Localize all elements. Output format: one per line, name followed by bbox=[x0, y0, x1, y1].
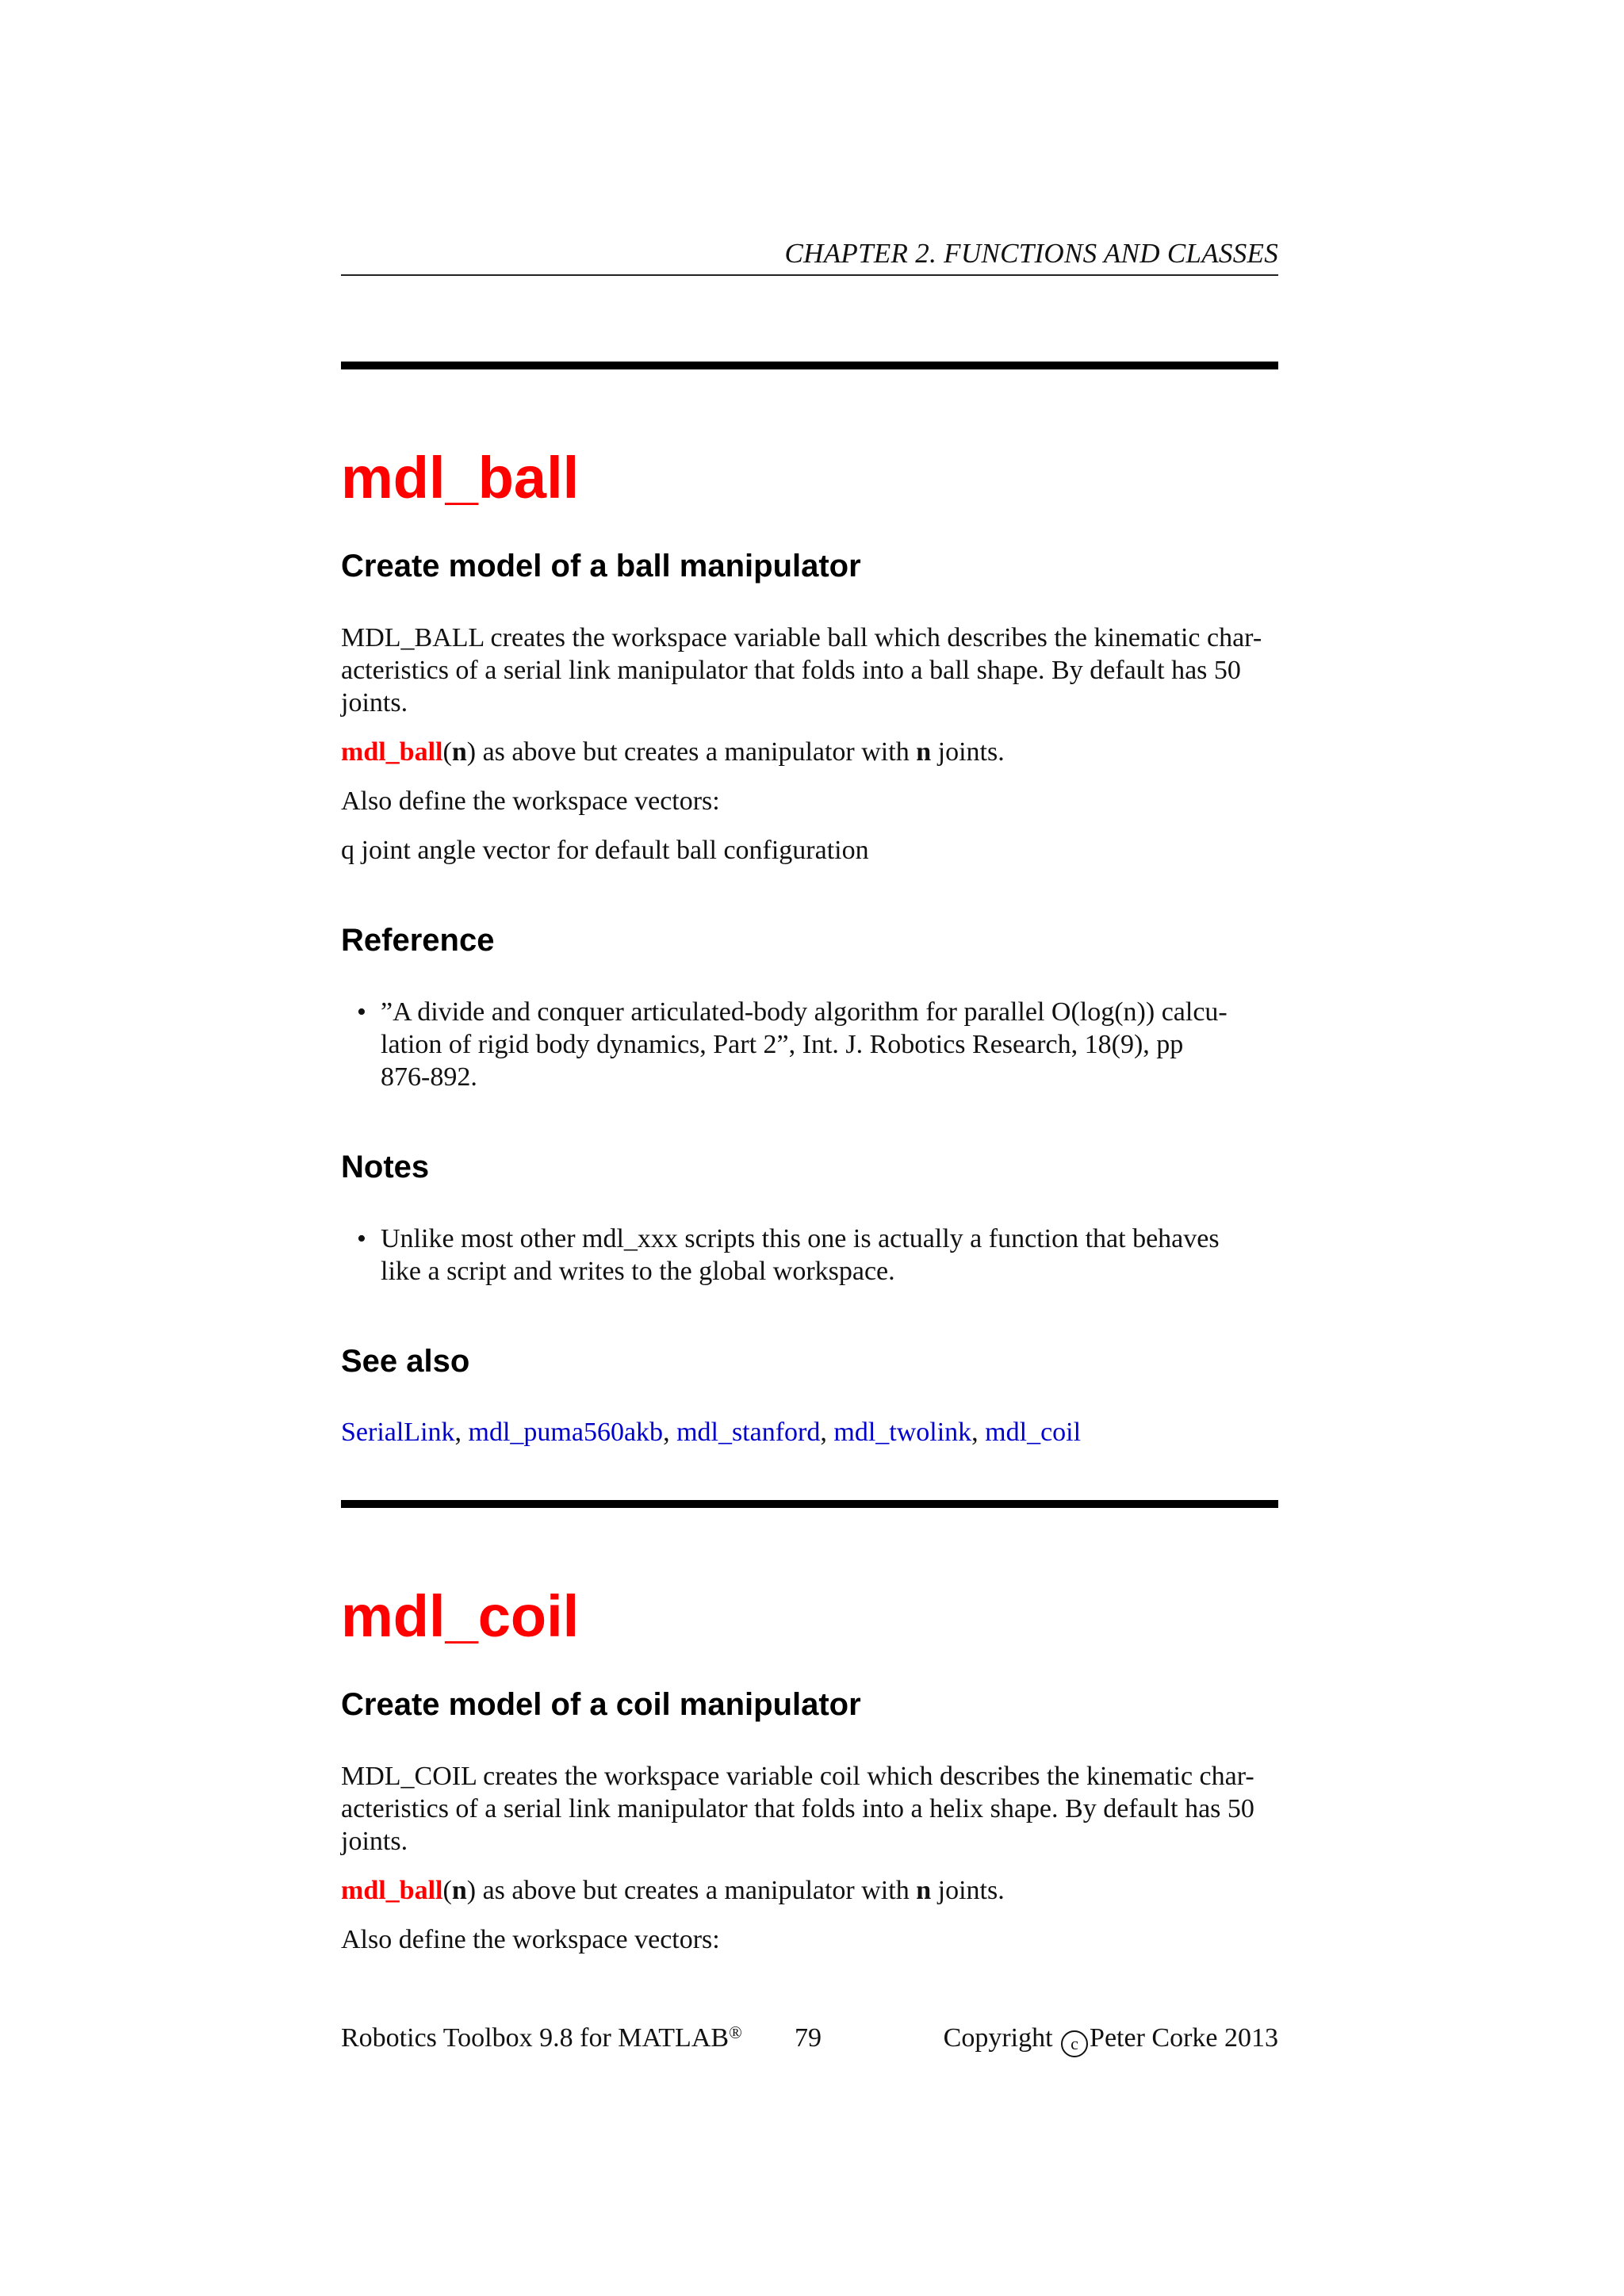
paren: ( bbox=[442, 1876, 452, 1905]
note-line: Unlike most other mdl_xxx scripts this one is actually a function that behaves bbox=[381, 1224, 1220, 1253]
reference-line: 876-892. bbox=[381, 1062, 477, 1092]
workspace-vectors-intro: Also define the workspace vectors: bbox=[341, 1925, 720, 1954]
workspace-vectors-intro: Also define the workspace vectors: bbox=[341, 786, 720, 816]
link-mdl-twolink[interactable]: mdl_twolink bbox=[833, 1418, 972, 1447]
usage-text: as above but creates a manipulator with bbox=[476, 1876, 917, 1905]
title-separator: _ bbox=[445, 445, 478, 511]
reference-line: lation of rigid body dynamics, Part 2”, Int. J. Robotics Research, 18(9), pp bbox=[381, 1030, 1184, 1059]
title-part: ball bbox=[477, 445, 580, 511]
function-title-mdl-coil bbox=[341, 1583, 580, 1649]
function-name: mdl_ball bbox=[341, 737, 443, 767]
paren: ) bbox=[466, 737, 477, 767]
see-also-heading: See also bbox=[341, 1344, 470, 1379]
running-header: CHAPTER 2. FUNCTIONS AND CLASSES bbox=[784, 238, 1278, 269]
description-line: joints. bbox=[341, 1827, 408, 1856]
argument: n bbox=[916, 1876, 932, 1905]
argument: n bbox=[451, 737, 467, 767]
function-subtitle: Create model of a ball manipulator bbox=[341, 549, 861, 584]
notes-heading: Notes bbox=[341, 1150, 430, 1184]
note-line: like a script and writes to the global workspace. bbox=[381, 1257, 895, 1286]
title-part: mdl bbox=[341, 445, 446, 511]
function-subtitle: Create model of a coil manipulator bbox=[341, 1687, 861, 1722]
section-divider bbox=[341, 1500, 1278, 1508]
usage-line bbox=[341, 1874, 1278, 1907]
note-item bbox=[357, 1223, 1278, 1288]
usage-text: joints. bbox=[931, 1876, 1005, 1905]
copyright-text: Copyright bbox=[943, 2023, 1060, 2053]
description-line: MDL_BALL creates the workspace variable ball which describes the kinematic char- bbox=[341, 623, 1262, 652]
workspace-vector-item: q joint angle vector for default ball configuration bbox=[341, 836, 869, 865]
see-also-links: SerialLink, mdl_puma560akb, mdl_stanford, mdl_twolink, mdl_coil bbox=[341, 1418, 1082, 1447]
description-line: acteristics of a serial link manipulator that folds into a ball shape. By default has 50 bbox=[341, 656, 1241, 685]
title-part: mdl bbox=[341, 1583, 446, 1649]
usage-text: joints. bbox=[931, 737, 1005, 767]
section-divider bbox=[341, 362, 1278, 369]
footer-copyright bbox=[944, 2023, 1278, 2057]
reference-line: ”A divide and conquer articulated-body algorithm for parallel O(log(n)) calcu- bbox=[381, 997, 1228, 1027]
usage-text: as above but creates a manipulator with bbox=[476, 737, 917, 767]
copyright-icon: c bbox=[1061, 2030, 1088, 2057]
reference-heading: Reference bbox=[341, 923, 495, 958]
footer-title-text: Robotics Toolbox 9.8 for MATLAB bbox=[341, 2023, 730, 2053]
bullet-icon: • bbox=[357, 997, 366, 1027]
link-seriallink[interactable]: SerialLink bbox=[341, 1418, 455, 1447]
function-name: mdl_ball bbox=[341, 1876, 443, 1905]
document-page bbox=[341, 0, 1278, 2296]
function-title-mdl-ball bbox=[341, 445, 580, 511]
usage-line bbox=[341, 736, 1278, 768]
title-part: coil bbox=[477, 1583, 580, 1649]
reference-item bbox=[357, 996, 1278, 1093]
registered-mark: ® bbox=[729, 2022, 742, 2042]
bullet-icon: • bbox=[357, 1224, 366, 1253]
description-line: acteristics of a serial link manipulator that folds into a helix shape. By default has 50 bbox=[341, 1794, 1254, 1823]
argument: n bbox=[451, 1876, 467, 1905]
description-line: joints. bbox=[341, 688, 408, 718]
description-line: MDL_COIL creates the workspace variable coil which describes the kinematic char- bbox=[341, 1762, 1254, 1791]
argument: n bbox=[916, 737, 932, 767]
paren: ) bbox=[466, 1876, 477, 1905]
page-number: 79 bbox=[795, 2023, 822, 2053]
copyright-holder: Peter Corke 2013 bbox=[1090, 2023, 1278, 2053]
link-mdl-coil[interactable]: mdl_coil bbox=[985, 1418, 1082, 1447]
paren: ( bbox=[442, 737, 452, 767]
header-rule bbox=[341, 274, 1278, 276]
title-separator: _ bbox=[445, 1583, 478, 1649]
link-mdl-puma560akb[interactable]: mdl_puma560akb bbox=[468, 1418, 664, 1447]
footer-title bbox=[341, 2023, 742, 2053]
link-mdl-stanford[interactable]: mdl_stanford bbox=[676, 1418, 821, 1447]
